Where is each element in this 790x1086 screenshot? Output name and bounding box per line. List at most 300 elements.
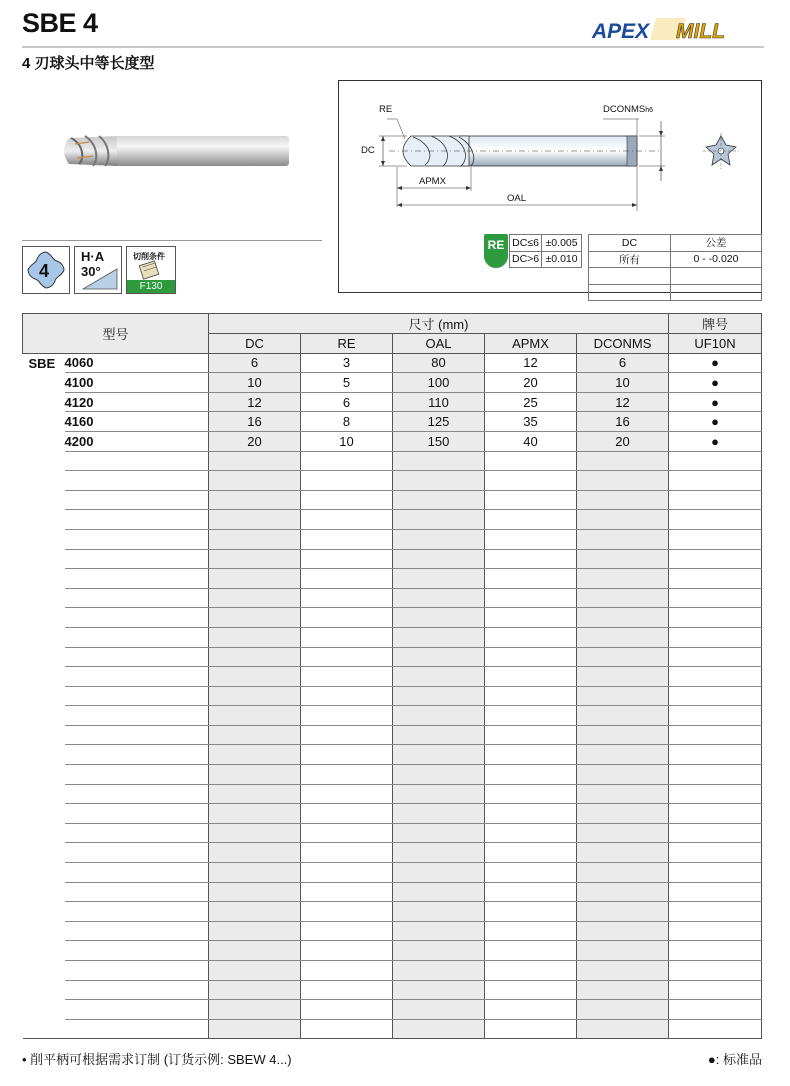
table-row [23, 686, 762, 706]
cell-oal [393, 784, 485, 804]
model-code-cell [65, 823, 209, 843]
model-header: 型号 [23, 314, 209, 354]
cell-oal [393, 804, 485, 824]
cell-dc [209, 569, 301, 589]
cell-dconms [577, 863, 669, 883]
cell-oal [393, 961, 485, 981]
series-cell [23, 588, 65, 608]
series-cell [23, 941, 65, 961]
table-row [23, 784, 762, 804]
series-cell [23, 725, 65, 745]
cell-dconms [577, 510, 669, 530]
cell-dconms [577, 471, 669, 491]
series-cell [23, 667, 65, 687]
cell-dconms [577, 549, 669, 569]
cell-oal [393, 608, 485, 628]
cell-re [301, 843, 393, 863]
svg-text:APEX: APEX [592, 20, 650, 43]
cell-dconms [577, 843, 669, 863]
cell-dconms [577, 980, 669, 1000]
cell-oal [393, 686, 485, 706]
table-row [23, 490, 762, 510]
table-row [23, 725, 762, 745]
cell-oal [393, 745, 485, 765]
model-code-cell [65, 471, 209, 491]
cell-apmx [485, 451, 577, 471]
stock-cell [669, 1019, 762, 1039]
cell-apmx [485, 902, 577, 922]
cell-re [301, 667, 393, 687]
cell-dconms [577, 961, 669, 981]
table-row [23, 412, 762, 432]
model-code-cell [65, 843, 209, 863]
cell-re: 10 [301, 431, 393, 451]
model-code-cell: 4100 [65, 373, 209, 393]
cell-apmx [485, 843, 577, 863]
cell-dc [209, 510, 301, 530]
cell-re: 8 [301, 412, 393, 432]
cell-oal [393, 510, 485, 530]
cell-dconms [577, 451, 669, 471]
cell-dc [209, 608, 301, 628]
cell-re [301, 647, 393, 667]
cell-dc [209, 667, 301, 687]
cell-apmx [485, 588, 577, 608]
grade-header: 牌号 [669, 314, 762, 334]
cell-dc [209, 549, 301, 569]
stock-cell [669, 686, 762, 706]
cell-dc: 16 [209, 412, 301, 432]
cell-dconms: 12 [577, 392, 669, 412]
table-row [23, 961, 762, 981]
table-row [23, 373, 762, 393]
cell-apmx [485, 471, 577, 491]
cell-re [301, 608, 393, 628]
series-cell: SBE [28, 355, 56, 371]
cell-apmx [485, 961, 577, 981]
cell-re [301, 980, 393, 1000]
stock-cell [669, 667, 762, 687]
table-row [23, 745, 762, 765]
cell-oal [393, 765, 485, 785]
cell-dc [209, 863, 301, 883]
model-code-cell [65, 882, 209, 902]
stock-cell: ● [669, 431, 762, 451]
cell-oal [393, 569, 485, 589]
cell-oal [393, 627, 485, 647]
re-tolerance-badge: RE [484, 234, 508, 268]
stock-cell [669, 745, 762, 765]
stock-cell [669, 902, 762, 922]
table-row [23, 1019, 762, 1039]
series-cell [23, 1000, 65, 1020]
cell-re [301, 1019, 393, 1039]
cell-dconms: 10 [577, 373, 669, 393]
cell-re [301, 784, 393, 804]
cell-re [301, 863, 393, 883]
table-row [23, 1000, 762, 1020]
cell-dconms [577, 627, 669, 647]
model-code-cell [65, 608, 209, 628]
series-cell [23, 745, 65, 765]
cell-oal: 110 [393, 392, 485, 412]
label-dc: DC [361, 145, 375, 156]
table-row [23, 608, 762, 628]
model-code-cell [65, 980, 209, 1000]
cutting-conditions-icon: 切削条件 F130 [126, 246, 176, 294]
cell-dconms [577, 490, 669, 510]
col-dc: DC [209, 334, 301, 354]
series-cell [23, 392, 65, 412]
model-code-cell [65, 627, 209, 647]
stock-cell [669, 784, 762, 804]
spec-table [22, 313, 762, 1039]
cell-dc [209, 627, 301, 647]
series-cell [23, 627, 65, 647]
cell-dc [209, 471, 301, 491]
cell-re [301, 451, 393, 471]
helix-angle-icon: H·A 30° [74, 246, 122, 294]
model-code-cell [65, 1000, 209, 1020]
series-cell [23, 706, 65, 726]
model-code-cell [65, 804, 209, 824]
cell-oal [393, 451, 485, 471]
cell-apmx [485, 823, 577, 843]
cell-oal [393, 706, 485, 726]
cell-oal [393, 843, 485, 863]
model-code-cell [65, 686, 209, 706]
cell-re [301, 549, 393, 569]
cell-dconms [577, 647, 669, 667]
model-code-cell [65, 529, 209, 549]
cell-dconms [577, 667, 669, 687]
cell-dc [209, 765, 301, 785]
stock-cell [669, 549, 762, 569]
icon-divider [22, 240, 322, 241]
stock-cell [669, 588, 762, 608]
model-code-cell [65, 745, 209, 765]
model-code-cell [65, 647, 209, 667]
table-row [23, 451, 762, 471]
cell-apmx [485, 667, 577, 687]
stock-cell [669, 1000, 762, 1020]
cell-dconms [577, 706, 669, 726]
cell-apmx: 35 [485, 412, 577, 432]
cell-dc [209, 706, 301, 726]
model-code-cell [65, 490, 209, 510]
cell-oal [393, 667, 485, 687]
model-code-cell [65, 588, 209, 608]
cell-re [301, 961, 393, 981]
series-cell [23, 608, 65, 628]
series-cell [23, 686, 65, 706]
cell-dc [209, 902, 301, 922]
series-cell [23, 902, 65, 922]
cell-apmx [485, 706, 577, 726]
label-oal: OAL [507, 193, 527, 204]
series-cell [23, 510, 65, 530]
cell-apmx [485, 784, 577, 804]
model-code-cell: 4060 [65, 353, 209, 373]
cell-oal [393, 647, 485, 667]
cell-apmx [485, 921, 577, 941]
cell-dconms [577, 921, 669, 941]
cell-dconms [577, 882, 669, 902]
stock-cell [669, 882, 762, 902]
cell-oal [393, 490, 485, 510]
cell-apmx [485, 510, 577, 530]
cell-re [301, 529, 393, 549]
model-code-cell [65, 1019, 209, 1039]
cell-re [301, 823, 393, 843]
model-code-cell: 4200 [65, 431, 209, 451]
series-cell [23, 431, 65, 451]
model-code-cell [65, 706, 209, 726]
series-cell [23, 980, 65, 1000]
model-code-cell [65, 451, 209, 471]
page-subtitle: 4 刃球头中等长度型 [22, 55, 155, 72]
cell-re [301, 569, 393, 589]
stock-legend: ●: 标准品 [707, 1052, 762, 1067]
col-re: RE [301, 334, 393, 354]
cell-re: 6 [301, 392, 393, 412]
cell-dc [209, 725, 301, 745]
stock-cell: ● [669, 412, 762, 432]
cell-apmx [485, 745, 577, 765]
cell-dc [209, 823, 301, 843]
cell-apmx: 40 [485, 431, 577, 451]
series-cell [23, 1019, 65, 1039]
table-row [23, 941, 762, 961]
cell-dconms: 16 [577, 412, 669, 432]
model-code-cell: 4160 [65, 412, 209, 432]
series-cell [23, 373, 65, 393]
series-cell [23, 471, 65, 491]
cell-oal: 150 [393, 431, 485, 451]
series-cell [23, 843, 65, 863]
series-cell [23, 804, 65, 824]
cell-dc [209, 804, 301, 824]
cell-dconms: 20 [577, 431, 669, 451]
cell-re [301, 882, 393, 902]
cell-apmx [485, 725, 577, 745]
cell-apmx [485, 490, 577, 510]
tool-photo [55, 128, 295, 174]
cell-dc [209, 980, 301, 1000]
model-code-cell [65, 863, 209, 883]
series-cell [23, 765, 65, 785]
cell-re [301, 686, 393, 706]
cell-re [301, 588, 393, 608]
stock-cell [669, 804, 762, 824]
stock-cell [669, 471, 762, 491]
model-code-cell [65, 902, 209, 922]
cell-dc [209, 529, 301, 549]
cell-oal [393, 1019, 485, 1039]
stock-cell [669, 529, 762, 549]
stock-cell [669, 843, 762, 863]
table-row [23, 471, 762, 491]
end-view-icon [703, 133, 739, 169]
cell-re [301, 471, 393, 491]
cell-re [301, 510, 393, 530]
col-apmx: APMX [485, 334, 577, 354]
model-code-cell [65, 765, 209, 785]
cell-re [301, 725, 393, 745]
footnote: • 削平柄可根据需求订制 (订货示例: SBEW 4...) [22, 1052, 292, 1067]
series-cell [23, 863, 65, 883]
cell-oal [393, 1000, 485, 1020]
table-row [23, 431, 762, 451]
table-row [23, 980, 762, 1000]
stock-cell [669, 490, 762, 510]
cell-dc [209, 647, 301, 667]
cell-dc [209, 451, 301, 471]
cell-dconms [577, 902, 669, 922]
cell-dc [209, 961, 301, 981]
model-code-cell [65, 921, 209, 941]
cell-apmx [485, 980, 577, 1000]
table-row [23, 627, 762, 647]
model-code-cell [65, 569, 209, 589]
cell-apmx [485, 765, 577, 785]
cell-dc [209, 1000, 301, 1020]
stock-cell [669, 725, 762, 745]
cell-apmx [485, 627, 577, 647]
stock-cell [669, 941, 762, 961]
table-row [23, 765, 762, 785]
brand-logo [590, 14, 762, 44]
cell-re [301, 490, 393, 510]
svg-text:4: 4 [39, 261, 50, 281]
series-cell [23, 921, 65, 941]
cell-re [301, 706, 393, 726]
series-cell [23, 451, 65, 471]
stock-cell [669, 627, 762, 647]
cell-apmx [485, 941, 577, 961]
stock-cell: ● [669, 353, 762, 373]
cell-dc [209, 745, 301, 765]
cell-dconms [577, 784, 669, 804]
cell-apmx [485, 863, 577, 883]
stock-cell [669, 706, 762, 726]
stock-cell [669, 823, 762, 843]
cell-dc [209, 882, 301, 902]
table-row [23, 882, 762, 902]
cell-dc: 6 [209, 353, 301, 373]
cell-dc [209, 921, 301, 941]
series-cell [23, 823, 65, 843]
model-code-cell [65, 784, 209, 804]
col-dconms: DCONMS [577, 334, 669, 354]
series-cell [23, 882, 65, 902]
label-re: RE [379, 104, 393, 115]
cell-dc [209, 490, 301, 510]
cell-oal [393, 529, 485, 549]
dc-tolerance-table: DC 公差 所有 0 - -0.020 [588, 234, 762, 301]
cell-dc [209, 686, 301, 706]
cell-dconms [577, 765, 669, 785]
cell-apmx [485, 882, 577, 902]
table-row [23, 647, 762, 667]
cell-oal [393, 941, 485, 961]
series-cell [23, 569, 65, 589]
cell-re [301, 902, 393, 922]
series-cell [23, 529, 65, 549]
title-divider [22, 46, 764, 48]
cell-dconms: 6 [577, 353, 669, 373]
cell-re [301, 1000, 393, 1020]
cell-oal: 80 [393, 353, 485, 373]
table-row [23, 823, 762, 843]
cell-oal [393, 549, 485, 569]
cell-dconms [577, 569, 669, 589]
cell-apmx [485, 647, 577, 667]
series-cell [23, 961, 65, 981]
cell-dc: 20 [209, 431, 301, 451]
cell-oal [393, 902, 485, 922]
cell-oal [393, 882, 485, 902]
cell-apmx [485, 529, 577, 549]
cell-apmx [485, 549, 577, 569]
table-row [23, 902, 762, 922]
re-tolerance-table: DC≤6 ±0.005 DC>6 ±0.010 [509, 234, 582, 268]
cell-re [301, 745, 393, 765]
series-cell [23, 647, 65, 667]
table-row [23, 843, 762, 863]
cell-re [301, 765, 393, 785]
cell-dconms [577, 941, 669, 961]
cell-oal [393, 863, 485, 883]
cell-oal: 125 [393, 412, 485, 432]
model-code-cell [65, 961, 209, 981]
cell-apmx [485, 686, 577, 706]
cell-dconms [577, 823, 669, 843]
cell-oal [393, 921, 485, 941]
table-row [23, 549, 762, 569]
cell-dconms [577, 745, 669, 765]
stock-cell [669, 647, 762, 667]
cell-dconms [577, 1019, 669, 1039]
cell-apmx [485, 1019, 577, 1039]
cell-apmx [485, 804, 577, 824]
table-row [23, 706, 762, 726]
stock-cell [669, 569, 762, 589]
cell-oal [393, 980, 485, 1000]
table-row [23, 529, 762, 549]
table-row [23, 353, 762, 373]
model-code-cell [65, 941, 209, 961]
table-row [23, 510, 762, 530]
model-code-cell [65, 667, 209, 687]
stock-cell [669, 510, 762, 530]
label-dconms: DCONMSh6 [603, 104, 654, 115]
cell-re [301, 941, 393, 961]
cell-apmx [485, 1000, 577, 1020]
cell-re [301, 921, 393, 941]
stock-cell [669, 980, 762, 1000]
cell-apmx: 12 [485, 353, 577, 373]
cell-dc: 12 [209, 392, 301, 412]
model-code-cell [65, 549, 209, 569]
stock-cell: ● [669, 392, 762, 412]
stock-cell [669, 451, 762, 471]
cell-apmx: 20 [485, 373, 577, 393]
cell-dc [209, 588, 301, 608]
series-cell [23, 784, 65, 804]
table-row [23, 804, 762, 824]
cell-dconms [577, 588, 669, 608]
